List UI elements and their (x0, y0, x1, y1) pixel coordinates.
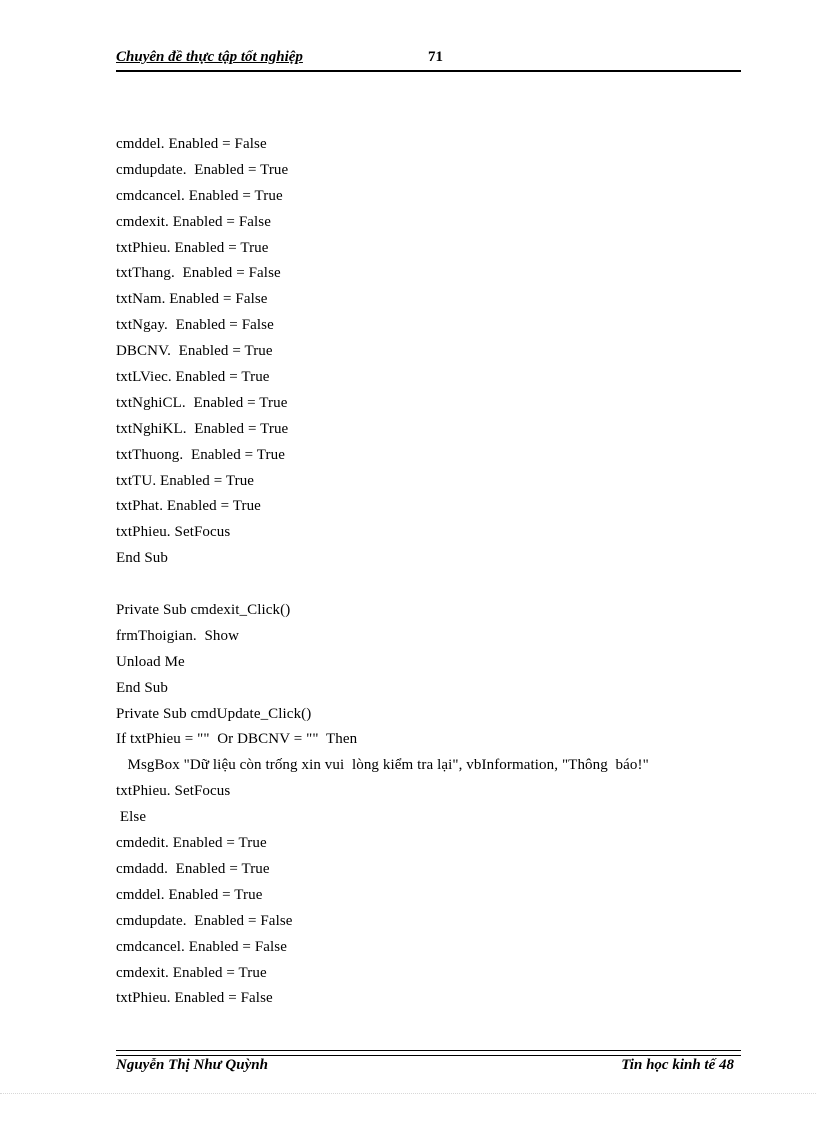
footer-rule (116, 1050, 741, 1056)
code-line: txtThang. Enabled = False (116, 265, 281, 282)
code-line: txtPhieu. Enabled = False (116, 990, 273, 1007)
code-line: cmdexit. Enabled = False (116, 213, 271, 230)
code-line: txtTU. Enabled = True (116, 472, 255, 489)
code-line: txtPhieu. SetFocus (116, 524, 231, 541)
code-line: cmdupdate. Enabled = False (116, 912, 293, 929)
code-line: cmdcancel. Enabled = True (116, 187, 283, 204)
header-title: Chuyên đề thực tập tốt nghiệp (116, 49, 303, 65)
code-line: txtNghiKL. Enabled = True (116, 420, 289, 437)
page-number: 71 (428, 49, 443, 65)
code-line: cmdexit. Enabled = True (116, 964, 267, 981)
code-line: DBCNV. Enabled = True (116, 343, 273, 360)
code-block (116, 132, 756, 1012)
code-line: Else (116, 809, 147, 826)
code-line (116, 572, 756, 598)
code-line: cmdedit. Enabled = True (116, 835, 267, 852)
code-line: Private Sub cmdexit_Click() (116, 602, 291, 619)
page-header (116, 48, 741, 72)
code-line: txtPhieu. Enabled = True (116, 239, 269, 256)
code-line: cmddel. Enabled = True (116, 886, 263, 903)
code-line: If txtPhieu = "" Or DBCNV = "" Then (116, 731, 358, 748)
code-line: cmdadd. Enabled = True (116, 860, 270, 877)
code-line: txtNgay. Enabled = False (116, 317, 274, 334)
code-line: txtLViec. Enabled = True (116, 369, 270, 386)
page-edge (0, 1093, 816, 1094)
code-line: cmddel. Enabled = False (116, 136, 267, 152)
code-line: Unload Me (116, 653, 185, 670)
code-line: txtNghiCL. Enabled = True (116, 394, 288, 411)
code-line: txtThuong. Enabled = True (116, 446, 285, 463)
code-line: End Sub (116, 679, 168, 696)
code-line: cmdcancel. Enabled = False (116, 938, 287, 955)
footer-author: Nguyễn Thị Như Quỳnh (116, 1057, 268, 1073)
code-line: txtPhieu. SetFocus (116, 783, 231, 800)
code-line: cmdupdate. Enabled = True (116, 161, 289, 178)
code-line: Private Sub cmdUpdate_Click() (116, 705, 312, 722)
code-line: frmThoigian. Show (116, 627, 240, 644)
footer-class: Tin học kinh tế 48 (621, 1057, 734, 1073)
code-line: End Sub (116, 550, 168, 567)
code-line: MsgBox "Dữ liệu còn trống xin vui lòng kiểm tra lại", vbInformation, "Thông báo!" (116, 757, 649, 774)
code-line: txtPhat. Enabled = True (116, 498, 261, 515)
code-line: txtNam. Enabled = False (116, 291, 268, 308)
